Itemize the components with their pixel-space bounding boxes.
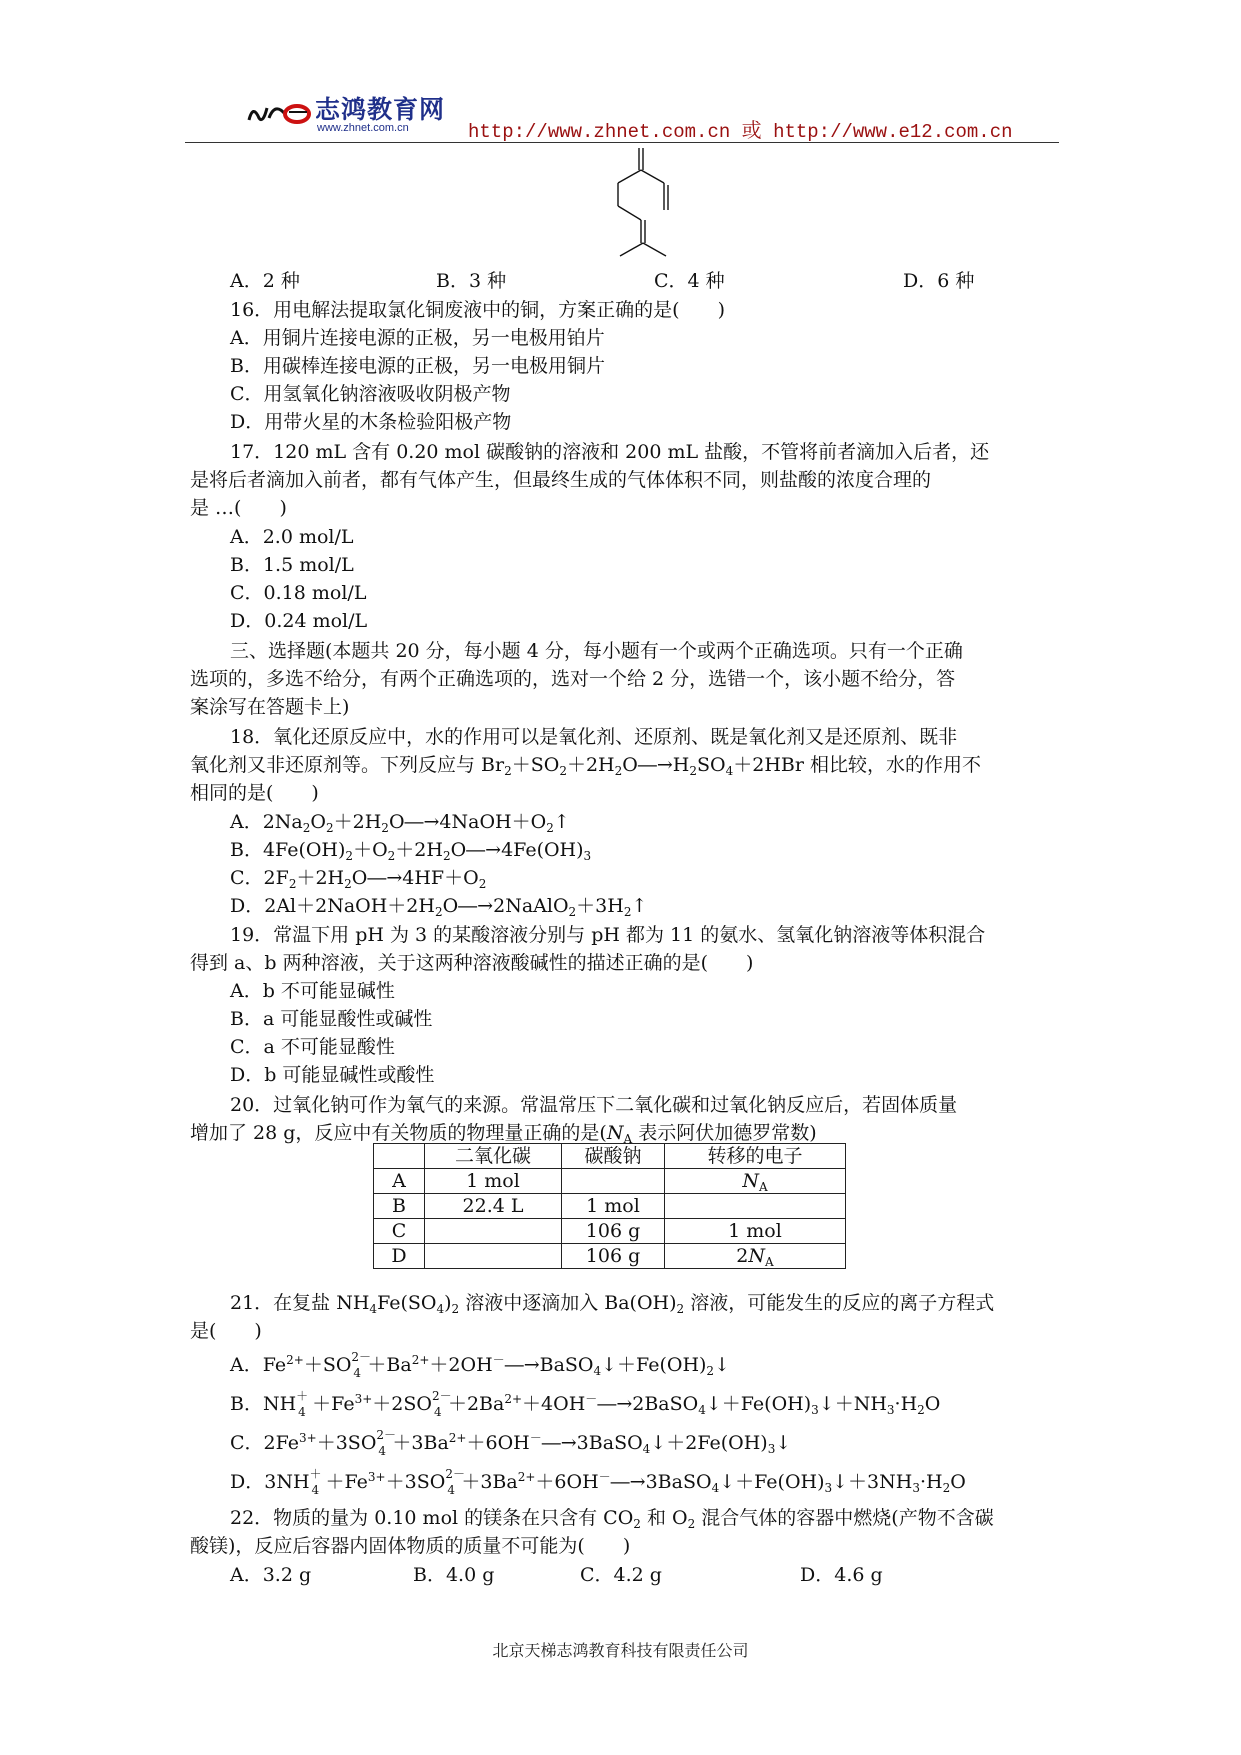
q18-option-b: B．$4Fe(OH)_2+O_2+2H_2O―\to 4Fe(OH)_3$ [230, 839, 592, 863]
table-row [374, 1194, 846, 1219]
q20-stem-2: 增加了 28 g，反应中有关物质的物理量正确的是($N_A$ 表示阿伏加德罗常数) [190, 1122, 817, 1146]
q21-option-c: C．$2Fe^{3+}+3SO$ 2－ 4 $+3Ba^{2+}+6OH^-―\to 3BaSO_4↓+2Fe(OH)_3↓$ [230, 1428, 792, 1458]
q16-stem: 16．用电解法提取氯化铜废液中的铜，方案正确的是( ) [230, 299, 726, 321]
header-links [468, 114, 1013, 143]
logo-url: www.zhnet.com.cn [317, 122, 409, 134]
molecule-structure-diagram [600, 148, 710, 266]
q20-cell-2na: $2N_A$ [665, 1244, 846, 1269]
q20-cell: 1 mol [665, 1219, 846, 1244]
q20-cell: 106 g [562, 1244, 665, 1269]
q21-option-d: D．3NH ＋ 4 $+Fe^{3+}+3SO$ 2－ 4 $+3Ba^{2+}+6OH^-―\to 3BaSO_4↓+Fe(OH)_3↓+3NH_3\cdot H_2O$ [230, 1467, 966, 1497]
q20-cell: 1 mol [425, 1169, 562, 1194]
q20-cell-na: $N_A$ [665, 1169, 846, 1194]
q22-option-c: C．4.2 g [580, 1564, 662, 1586]
q22-option-d: D．4.6 g [800, 1564, 883, 1586]
q16-option-a: A．用铜片连接电源的正极，另一电极用铂片 [230, 327, 605, 349]
q17-option-d: D．0.24 mol/L [230, 610, 368, 632]
q18-stem-2: 氧化剂又非还原剂等。下列反应与 $Br_2+SO_2+2H_2O―\to H_2SO_4+2HBr$ 相比较，水的作用不 [190, 754, 981, 778]
q17-option-b: B．1.5 mol/L [230, 554, 354, 576]
q19-option-a: A．b 不可能显碱性 [230, 980, 395, 1002]
q21-option-a: A．$Fe^{2+}+SO$ 2－ 4 $+Ba^{2+}+2OH^-―\to BaSO_4↓+Fe(OH)_2↓$ [230, 1350, 730, 1380]
q20-cell: A [374, 1169, 425, 1194]
q20-header-cell [374, 1144, 425, 1169]
q20-cell [425, 1244, 562, 1269]
q18-option-d: D．$2Al+2NaOH+2H_2O―\to 2NaAlO_2+3H_2↑$ [230, 895, 648, 919]
q19-stem-2: 得到 a、b 两种溶液，关于这两种溶液酸碱性的描述正确的是( ) [190, 952, 754, 974]
q15-option-b: B．3 种 [436, 270, 507, 292]
q20-cell: 106 g [562, 1219, 665, 1244]
q20-cell: D [374, 1244, 425, 1269]
q16-option-d: D．用带火星的木条检验阳极产物 [230, 411, 512, 433]
link-e12[interactable]: http://www.e12.com.cn [773, 121, 1013, 143]
q17-stem-2: 是将后者滴加入前者，都有气体产生，但最终生成的气体体积不同，则盐酸的浓度合理的 [190, 469, 932, 491]
q19-stem-1: 19．常温下用 pH 为 3 的某酸溶液分别与 pH 都为 11 的氨水、氢氧化钠溶液等体积混合 [230, 924, 986, 946]
q17-option-c: C．0.18 mol/L [230, 582, 367, 604]
q15-option-c: C．4 种 [654, 270, 725, 292]
logo-text: 志鸿教育网 [315, 95, 446, 124]
q17-stem-1: 17．120 mL 含有 0.20 mol 碳酸钠的溶液和 200 mL 盐酸，不管将前者滴加入后者，还 [230, 441, 990, 463]
q20-cell: 1 mol [562, 1194, 665, 1219]
q19-option-c: C．a 不可能显酸性 [230, 1036, 395, 1058]
q21-stem-1: 21．在复盐 $NH_4Fe(SO_4)_2$ 溶液中逐滴加入 $Ba(OH)_2$ 溶液，可能发生的反应的离子方程式 [230, 1292, 995, 1316]
q20-cell [562, 1169, 665, 1194]
q20-table-header [374, 1144, 846, 1169]
q18-stem-1: 18．氧化还原反应中，水的作用可以是氧化剂、还原剂、既是氧化剂又是还原剂、既非 [230, 726, 958, 748]
section3-line-2: 选项的，多选不给分，有两个正确选项的，选对一个给 2 分，选错一个，该小题不给分，答 [190, 668, 956, 690]
q22-option-b: B．4.0 g [413, 1564, 495, 1586]
logo-mark-icon [245, 94, 317, 128]
q17-option-a: A．2.0 mol/L [230, 526, 354, 548]
q22-option-a: A．3.2 g [230, 1564, 312, 1586]
q20-cell: B [374, 1194, 425, 1219]
q17-stem-3: 是 …( ) [190, 497, 287, 519]
page-footer: 北京天梯志鸿教育科技有限责任公司 [492, 1641, 749, 1660]
table-row [374, 1169, 846, 1194]
q19-option-b: B．a 可能显酸性或碱性 [230, 1008, 433, 1030]
q21-option-b: B．NH ＋ 4 $+Fe^{3+}+2SO$ 2－ 4 $+2Ba^{2+}+4OH^-―\to 2BaSO_4↓+Fe(OH)_3↓+NH_3\cdot H_2O$ [230, 1389, 941, 1419]
table-row [374, 1219, 846, 1244]
section3-line-1: 三、选择题(本题共 20 分，每小题 4 分，每小题有一个或两个正确选项。只有一个正确 [230, 640, 963, 662]
q20-cell [665, 1194, 846, 1219]
q15-option-a: A．2 种 [230, 270, 300, 292]
q20-stem-1: 20．过氧化钠可作为氧气的来源。常温常压下二氧化碳和过氧化钠反应后，若固体质量 [230, 1094, 958, 1116]
link-separator: 或 [741, 118, 762, 142]
q22-stem-2: 酸镁)，反应后容器内固体物质的质量不可能为( ) [190, 1535, 631, 1557]
q20-header-cell: 碳酸钠 [562, 1144, 665, 1169]
q21-stem-2: 是( ) [190, 1320, 262, 1342]
section3-line-3: 案涂写在答题卡上) [190, 696, 350, 718]
q20-cell [425, 1219, 562, 1244]
q19-option-d: D．b 可能显碱性或酸性 [230, 1064, 435, 1086]
q20-cell: 22.4 L [425, 1194, 562, 1219]
q20-table [373, 1143, 846, 1269]
q16-option-c: C．用氢氧化钠溶液吸收阴极产物 [230, 383, 511, 405]
q20-header-cell: 转移的电子 [665, 1144, 846, 1169]
q20-cell: C [374, 1219, 425, 1244]
q16-option-b: B．用碳棒连接电源的正极，另一电极用铜片 [230, 355, 605, 377]
q18-option-c: C．$2F_2+2H_2O―\to 4HF+O_2$ [230, 867, 487, 891]
q18-option-a: A．$2Na_2O_2+2H_2O―\to 4NaOH+O_2↑$ [230, 811, 570, 835]
table-row [374, 1244, 846, 1269]
q20-header-cell: 二氧化碳 [425, 1144, 562, 1169]
link-zhnet[interactable]: http://www.zhnet.com.cn [468, 121, 731, 143]
q18-stem-3: 相同的是( ) [190, 782, 319, 804]
page-header [185, 86, 1059, 143]
q22-stem-1: 22．物质的量为 0.10 mol 的镁条在只含有 $CO_2$ 和 $O_2$ 混合气体的容器中燃烧(产物不含碳 [230, 1507, 994, 1531]
q15-option-d: D．6 种 [903, 270, 975, 292]
